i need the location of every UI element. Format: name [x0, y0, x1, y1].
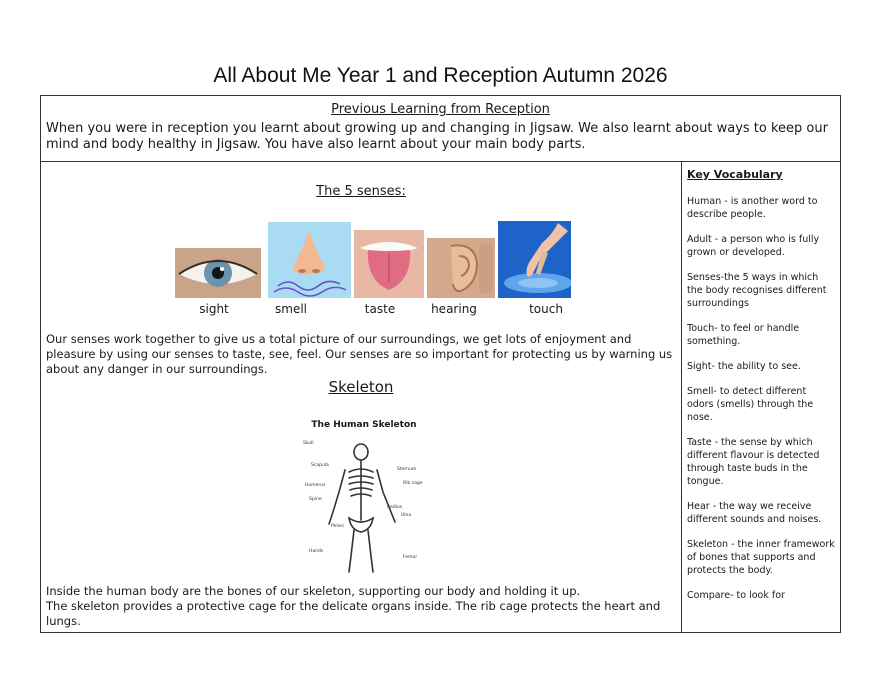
skeleton-heading: Skeleton	[328, 378, 394, 396]
column-divider	[681, 162, 682, 632]
senses-paragraph: Our senses work together to give us a total picture of our surroundings, we get lots of enjoyment and pleasure by using our senses to taste, see, feel. Our senses are so important for protecting us by warning us about any danger in our surroundings.	[46, 332, 673, 376]
previous-learning-section	[41, 96, 840, 162]
vocab-skeleton: Skeleton - the inner framework of bones that supports and protects the body.	[687, 539, 835, 576]
hand-icon	[498, 221, 571, 298]
vocab-touch: Touch- to feel or handle something.	[687, 323, 800, 347]
vocab-adult: Adult - a person who is fully grown or developed.	[687, 234, 820, 258]
skeleton-label-scapula: Scapula	[311, 463, 329, 468]
vocab-smell: Smell- to detect different odors (smells) through the nose.	[687, 386, 814, 423]
vocab-hear: Hear - the way we receive different sounds and noises.	[687, 501, 822, 525]
skeleton-label-radius: Radius	[387, 505, 403, 510]
previous-learning-text: When you were in reception you learnt about growing up and changing in Jigsaw. We also learnt about ways to keep our mind and body healthy in Jigsaw. You have also learnt about your main body parts.	[46, 121, 828, 152]
skeleton-label-rib-cage: Rib cage	[403, 481, 423, 486]
skeleton-label-pelvis: Pelvis	[331, 524, 344, 529]
content-frame	[40, 95, 841, 633]
skeleton-diagram-title: The Human Skeleton	[311, 420, 417, 430]
vocab-compare: Compare- to look for	[687, 590, 785, 601]
sense-label-hearing: hearing	[431, 302, 477, 316]
vocab-senses: Senses-the 5 ways in which the body recognises different surroundings	[687, 272, 827, 309]
key-vocabulary-heading: Key Vocabulary	[687, 168, 783, 181]
skeleton-label-femur: Femur	[403, 555, 418, 560]
tongue-icon	[354, 230, 424, 298]
previous-learning-heading: Previous Learning from Reception	[331, 102, 550, 117]
sense-label-smell: smell	[275, 302, 307, 316]
vocab-sight: Sight- the ability to see.	[687, 361, 801, 372]
sense-label-taste: taste	[364, 302, 396, 316]
skeleton-label-humerus: Humerus	[305, 483, 326, 488]
key-vocabulary-panel	[687, 168, 835, 614]
skeleton-label-hands: Hands	[309, 549, 324, 554]
skeleton-paragraph-line-1: Inside the human body are the bones of our skeleton, supporting our body and holding it up.	[46, 584, 581, 598]
vocab-taste: Taste - the sense by which different flavour is detected through taste buds in the tongue.	[687, 437, 820, 487]
skeleton-paragraph	[46, 584, 676, 629]
sense-label-touch: touch	[529, 302, 563, 316]
vocab-human: Human - is another word to describe people.	[687, 196, 818, 220]
page-title: All About Me Year 1 and Reception Autumn 2026	[213, 64, 668, 87]
skeleton-diagram	[299, 420, 429, 580]
ear-icon	[427, 238, 495, 298]
eye-icon	[175, 248, 261, 298]
nose-icon	[268, 222, 351, 298]
skeleton-paragraph-line-2: The skeleton provides a protective cage for the delicate organs inside. The rib cage protects the heart and lungs.	[46, 599, 661, 628]
skeleton-label-spine: Spine	[309, 497, 322, 502]
skeleton-label-sternum: Sternum	[397, 467, 417, 472]
sense-label-sight: sight	[199, 302, 229, 316]
skeleton-icon	[299, 420, 429, 580]
senses-heading: The 5 senses:	[316, 184, 406, 199]
skeleton-label-ulna: Ulna	[401, 513, 412, 518]
skeleton-label-skull: Skull	[303, 441, 314, 446]
